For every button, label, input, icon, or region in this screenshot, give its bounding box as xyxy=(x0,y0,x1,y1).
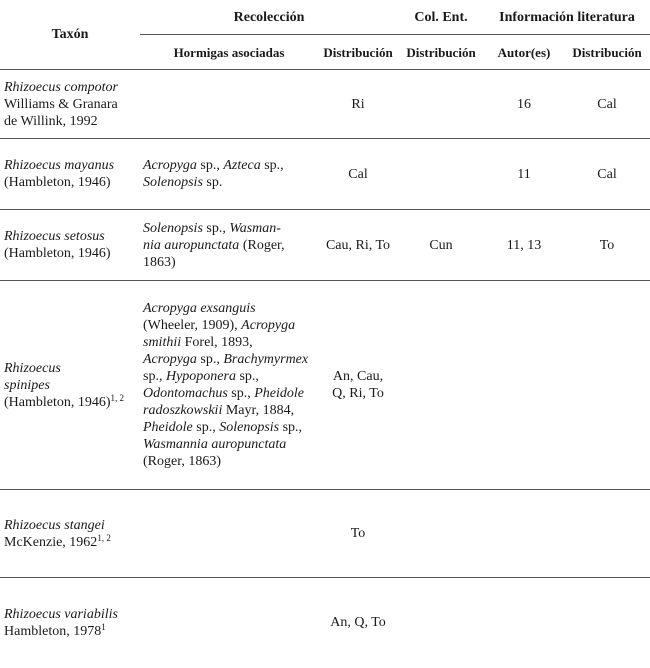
distribution-collection-cell: To xyxy=(318,490,398,578)
ant-text: Mayr, 1884, xyxy=(222,403,295,418)
header-informacion-literatura: Información literatura xyxy=(484,0,650,35)
ant-text: sp., xyxy=(196,158,224,173)
col-ent-cell: Cun xyxy=(398,210,484,281)
ant-name: Odontomachus xyxy=(143,386,228,401)
col-ent-cell xyxy=(398,70,484,139)
ants-cell xyxy=(140,490,318,578)
distribution-collection-cell: Cal xyxy=(318,139,398,210)
species-authority: (Hambleton, 1946) xyxy=(4,246,111,261)
species-authority: (Hambleton, 1946) xyxy=(4,175,111,190)
distribution-literature-cell: To xyxy=(564,210,650,281)
ant-text: sp., xyxy=(235,369,259,384)
authors-cell: 11 xyxy=(484,139,564,210)
ant-text: sp. xyxy=(202,175,223,190)
footnote-marker: 1, 2 xyxy=(97,532,111,543)
species-authority: Williams & Granara xyxy=(4,96,118,112)
header-distribucion-recoleccion: Distribución xyxy=(318,35,398,70)
header-distribucion-col-ent: Distribución xyxy=(398,35,484,70)
ant-text: sp., xyxy=(196,352,224,367)
ant-text: 1863) xyxy=(143,254,176,270)
ant-name: Solenopsis xyxy=(143,220,203,236)
ant-name: Solenopsis xyxy=(143,175,203,190)
taxon-cell xyxy=(0,210,140,281)
ant-name: nia auropunctata xyxy=(143,237,240,253)
species-name: spinipes xyxy=(4,377,50,393)
header-taxon: Taxón xyxy=(0,0,140,70)
ants-cell xyxy=(140,578,318,668)
distribution-literature-cell xyxy=(564,281,650,490)
distribution-literature-cell: Cal xyxy=(564,139,650,210)
taxon-cell xyxy=(0,490,140,578)
distribution-collection-cell: An, Q, To xyxy=(330,615,386,631)
species-name: Rhizoecus variabilis xyxy=(4,606,118,622)
taxon-cell xyxy=(0,139,140,210)
ant-name: smithii xyxy=(143,335,182,350)
table-row xyxy=(0,281,650,490)
ant-name: Acropyga xyxy=(241,318,296,333)
distribution-collection-cell: Ri xyxy=(318,70,398,139)
ant-text: Forel, 1893, xyxy=(181,335,253,350)
species-authority: Hambleton, 1978 xyxy=(4,623,102,639)
ant-name: Wasman- xyxy=(229,220,281,236)
ants-cell xyxy=(140,70,318,139)
table-row xyxy=(0,210,650,281)
ant-text: sp., xyxy=(279,420,303,435)
distribution-line: Q, Ri, To xyxy=(332,386,384,401)
header-hormigas-asociadas: Hormigas asociadas xyxy=(140,35,318,70)
footnote-marker: 1 xyxy=(101,621,106,632)
ant-text: (Wheeler, 1909), xyxy=(143,318,242,333)
taxon-cell xyxy=(0,578,140,668)
header-col-ent: Col. Ent. xyxy=(398,0,484,35)
col-ent-cell xyxy=(398,139,484,210)
header-autores: Autor(es) xyxy=(484,35,564,70)
ant-text: sp., xyxy=(202,220,230,236)
ant-name: Acropyga exsanguis xyxy=(143,301,256,316)
table-row xyxy=(0,578,650,668)
distribution-collection-cell xyxy=(318,281,398,490)
authors-cell xyxy=(484,578,564,668)
ant-name: Acropyga xyxy=(143,352,197,367)
ant-text: (Roger, xyxy=(239,237,285,253)
col-ent-cell xyxy=(398,578,484,668)
ant-name: Pheidole xyxy=(143,420,193,435)
footnote-marker: 1, 2 xyxy=(110,392,125,403)
ant-text: sp., xyxy=(192,420,220,435)
authors-cell: 16 xyxy=(484,70,564,139)
ant-text: (Roger, 1863) xyxy=(143,454,221,469)
col-ent-cell xyxy=(398,281,484,490)
ants-cell xyxy=(140,210,318,281)
ant-name: Brachymyrmex xyxy=(223,352,309,367)
species-name: Rhizoecus setosus xyxy=(4,229,105,244)
ant-name: Azteca xyxy=(223,158,261,173)
species-name: Rhizoecus compotor xyxy=(4,79,118,95)
species-authority: de Willink, 1992 xyxy=(4,113,98,129)
distribution-literature-cell xyxy=(564,490,650,578)
ant-name: Wasmannia auropunctata xyxy=(143,437,287,452)
species-name: Rhizoecus mayanus xyxy=(4,158,115,173)
header-distribucion-literatura: Distribución xyxy=(564,35,650,70)
ant-name: Hypoponera xyxy=(165,369,236,384)
ant-name: radoszkowskii xyxy=(143,403,223,418)
ant-name: Solenopsis xyxy=(219,420,280,435)
distribution-literature-cell: Cal xyxy=(564,70,650,139)
species-authority: McKenzie, 1962 xyxy=(4,534,98,550)
taxon-cell xyxy=(0,70,140,139)
ant-name: Pheidole xyxy=(254,386,304,401)
species-name: Rhizoecus xyxy=(4,360,61,376)
species-name: Rhizoecus stangei xyxy=(4,517,105,533)
table-header xyxy=(0,0,650,70)
authors-cell xyxy=(484,490,564,578)
table-row xyxy=(0,70,650,139)
col-ent-cell xyxy=(398,490,484,578)
table-row xyxy=(0,139,650,210)
distribution-line: An, Cau, xyxy=(332,369,384,384)
header-recoleccion: Recolección xyxy=(140,0,398,35)
table-row xyxy=(0,490,650,578)
distribution-literature-cell xyxy=(564,578,650,668)
ant-text: sp., xyxy=(143,369,166,384)
authors-cell: 11, 13 xyxy=(484,210,564,281)
distribution-collection-cell: Cau, Ri, To xyxy=(318,210,398,281)
ants-cell xyxy=(140,281,318,490)
authors-cell xyxy=(484,281,564,490)
species-authority: (Hambleton, 1946) xyxy=(4,394,111,410)
ants-cell xyxy=(140,139,318,210)
taxon-cell xyxy=(0,281,140,490)
ant-text: sp., xyxy=(260,158,284,173)
ant-text: sp., xyxy=(227,386,255,401)
ant-name: Acropyga xyxy=(143,158,197,173)
